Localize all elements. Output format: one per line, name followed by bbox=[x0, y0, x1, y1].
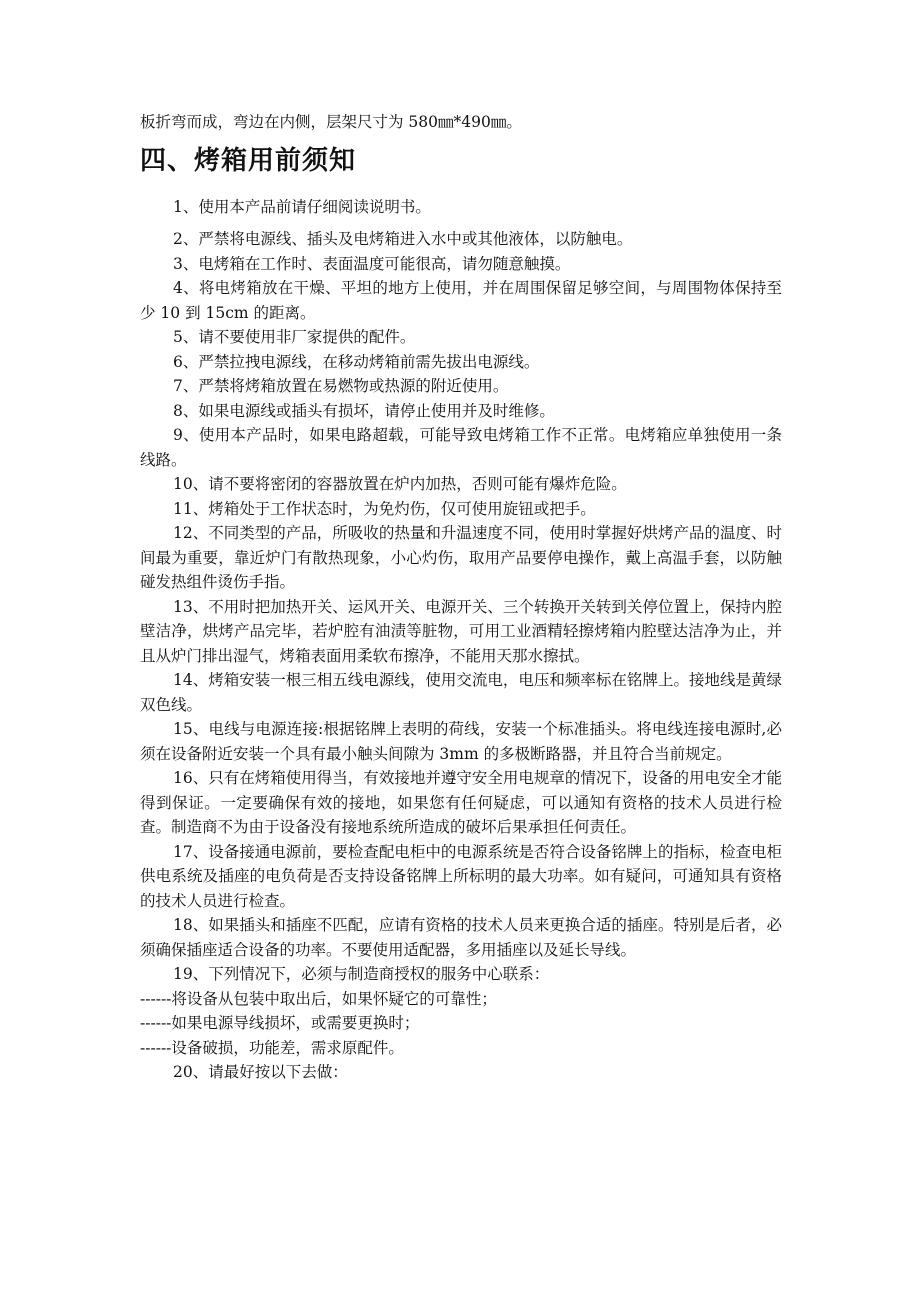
list-item: 3、电烤箱在工作时、表面温度可能很高，请勿随意触摸。 bbox=[173, 254, 571, 273]
list-item: 12、不同类型的产品，所吸收的热量和升温速度不同，使用时掌握好烘烤产品的温度、时间最为重要，靠近炉门有散热现象，小心灼伤，取用产品要停电操作，戴上高温手套，以防触碰发热组件烫伤手指。 bbox=[140, 524, 782, 591]
list-item: 6、严禁拉拽电源线，在移动烤箱前需先拔出电源线。 bbox=[173, 352, 540, 371]
list-item: 4、将电烤箱放在干燥、平坦的地方上使用，并在周围保留足够空间，与周围物体保持至少 10 到 15cm 的距离。 bbox=[140, 279, 782, 322]
section-title: 四、烤箱用前须知 bbox=[140, 145, 357, 176]
list-item: 5、请不要使用非厂家提供的配件。 bbox=[173, 328, 416, 346]
list-item: 17、设备接通电源前，要检查配电柜中的电源系统是否符合设备铭牌上的指标，检查电柜供电系统及插座的电负荷是否支持设备铭牌上所标明的最大功率。如有疑问，可通知具有资格的技术人员进行检查。 bbox=[140, 842, 782, 910]
page-content bbox=[140, 110, 782, 1085]
list-item: 7、严禁将烤箱放置在易燃物或热源的附近使用。 bbox=[173, 377, 509, 395]
sub-list-item: ------将设备从包装中取出后，如果怀疑它的可靠性； bbox=[140, 989, 497, 1008]
sub-list-item: ------如果电源导线损坏，或需要更换时； bbox=[140, 1014, 420, 1032]
list-item: 9、使用本产品时，如果电路超载，可能导致电烤箱工作不正常。电烤箱应单独使用一条线路。 bbox=[140, 426, 782, 469]
list-item: 13、不用时把加热开关、运风开关、电源开关、三个转换开关转到关停位置上，保持内腔壁洁净，烘烤产品完毕，若炉腔有油渍等脏物，可用工业酒精轻擦烤箱内腔壁达洁净为止，并且从炉门排出湿气，烤箱表面用柔软布擦净，不能用天那水擦拭。 bbox=[140, 597, 782, 665]
list-item: 11、烤箱处于工作状态时，为免灼伤，仅可使用旋钮或把手。 bbox=[173, 499, 596, 518]
list-item: 8、如果电源线或插头有损坏，请停止使用并及时维修。 bbox=[173, 401, 555, 420]
list-item: 2、严禁将电源线、插头及电烤箱进入水中或其他液体，以防触电。 bbox=[173, 230, 633, 248]
list-item: 15、电线与电源连接:根据铭牌上表明的荷线，安装一个标准插头。将电线连接电源时,必须在设备附近安装一个具有最小触头间隙为 3mm 的多极断路器，并且符合当前规定。 bbox=[140, 720, 782, 763]
list-item: 1、使用本产品前请仔细阅读说明书。 bbox=[173, 197, 431, 216]
list-item: 20、请最好按以下去做： bbox=[173, 1063, 348, 1081]
sub-list-item: ------设备破损，功能差，需求原配件。 bbox=[140, 1038, 404, 1057]
intro-line: 板折弯而成，弯边在内侧，层架尺寸为 580㎜*490㎜。 bbox=[140, 113, 522, 131]
list-item: 16、只有在烤箱使用得当，有效接地并遵守安全用电规章的情况下，设备的用电安全才能得到保证。一定要确保有效的接地，如果您有任何疑虑，可以通知有资格的技术人员进行检查。制造商不为由于设备没有接地系统所造成的破坏后果承担任何责任。 bbox=[140, 769, 782, 836]
list-item: 19、下列情况下，必须与制造商授权的服务中心联系： bbox=[173, 965, 550, 983]
list-item: 18、如果插头和插座不匹配，应请有资格的技术人员来更换合适的插座。特别是后者，必须确保插座适合设备的功率。不要使用适配器，多用插座以及延长导线。 bbox=[140, 916, 782, 959]
list-item: 14、烤箱安装一根三相五线电源线，使用交流电，电压和频率标在铭牌上。接地线是黄绿双色线。 bbox=[140, 671, 782, 714]
list-item: 10、请不要将密闭的容器放置在炉内加热，否则可能有爆炸危险。 bbox=[173, 475, 627, 493]
